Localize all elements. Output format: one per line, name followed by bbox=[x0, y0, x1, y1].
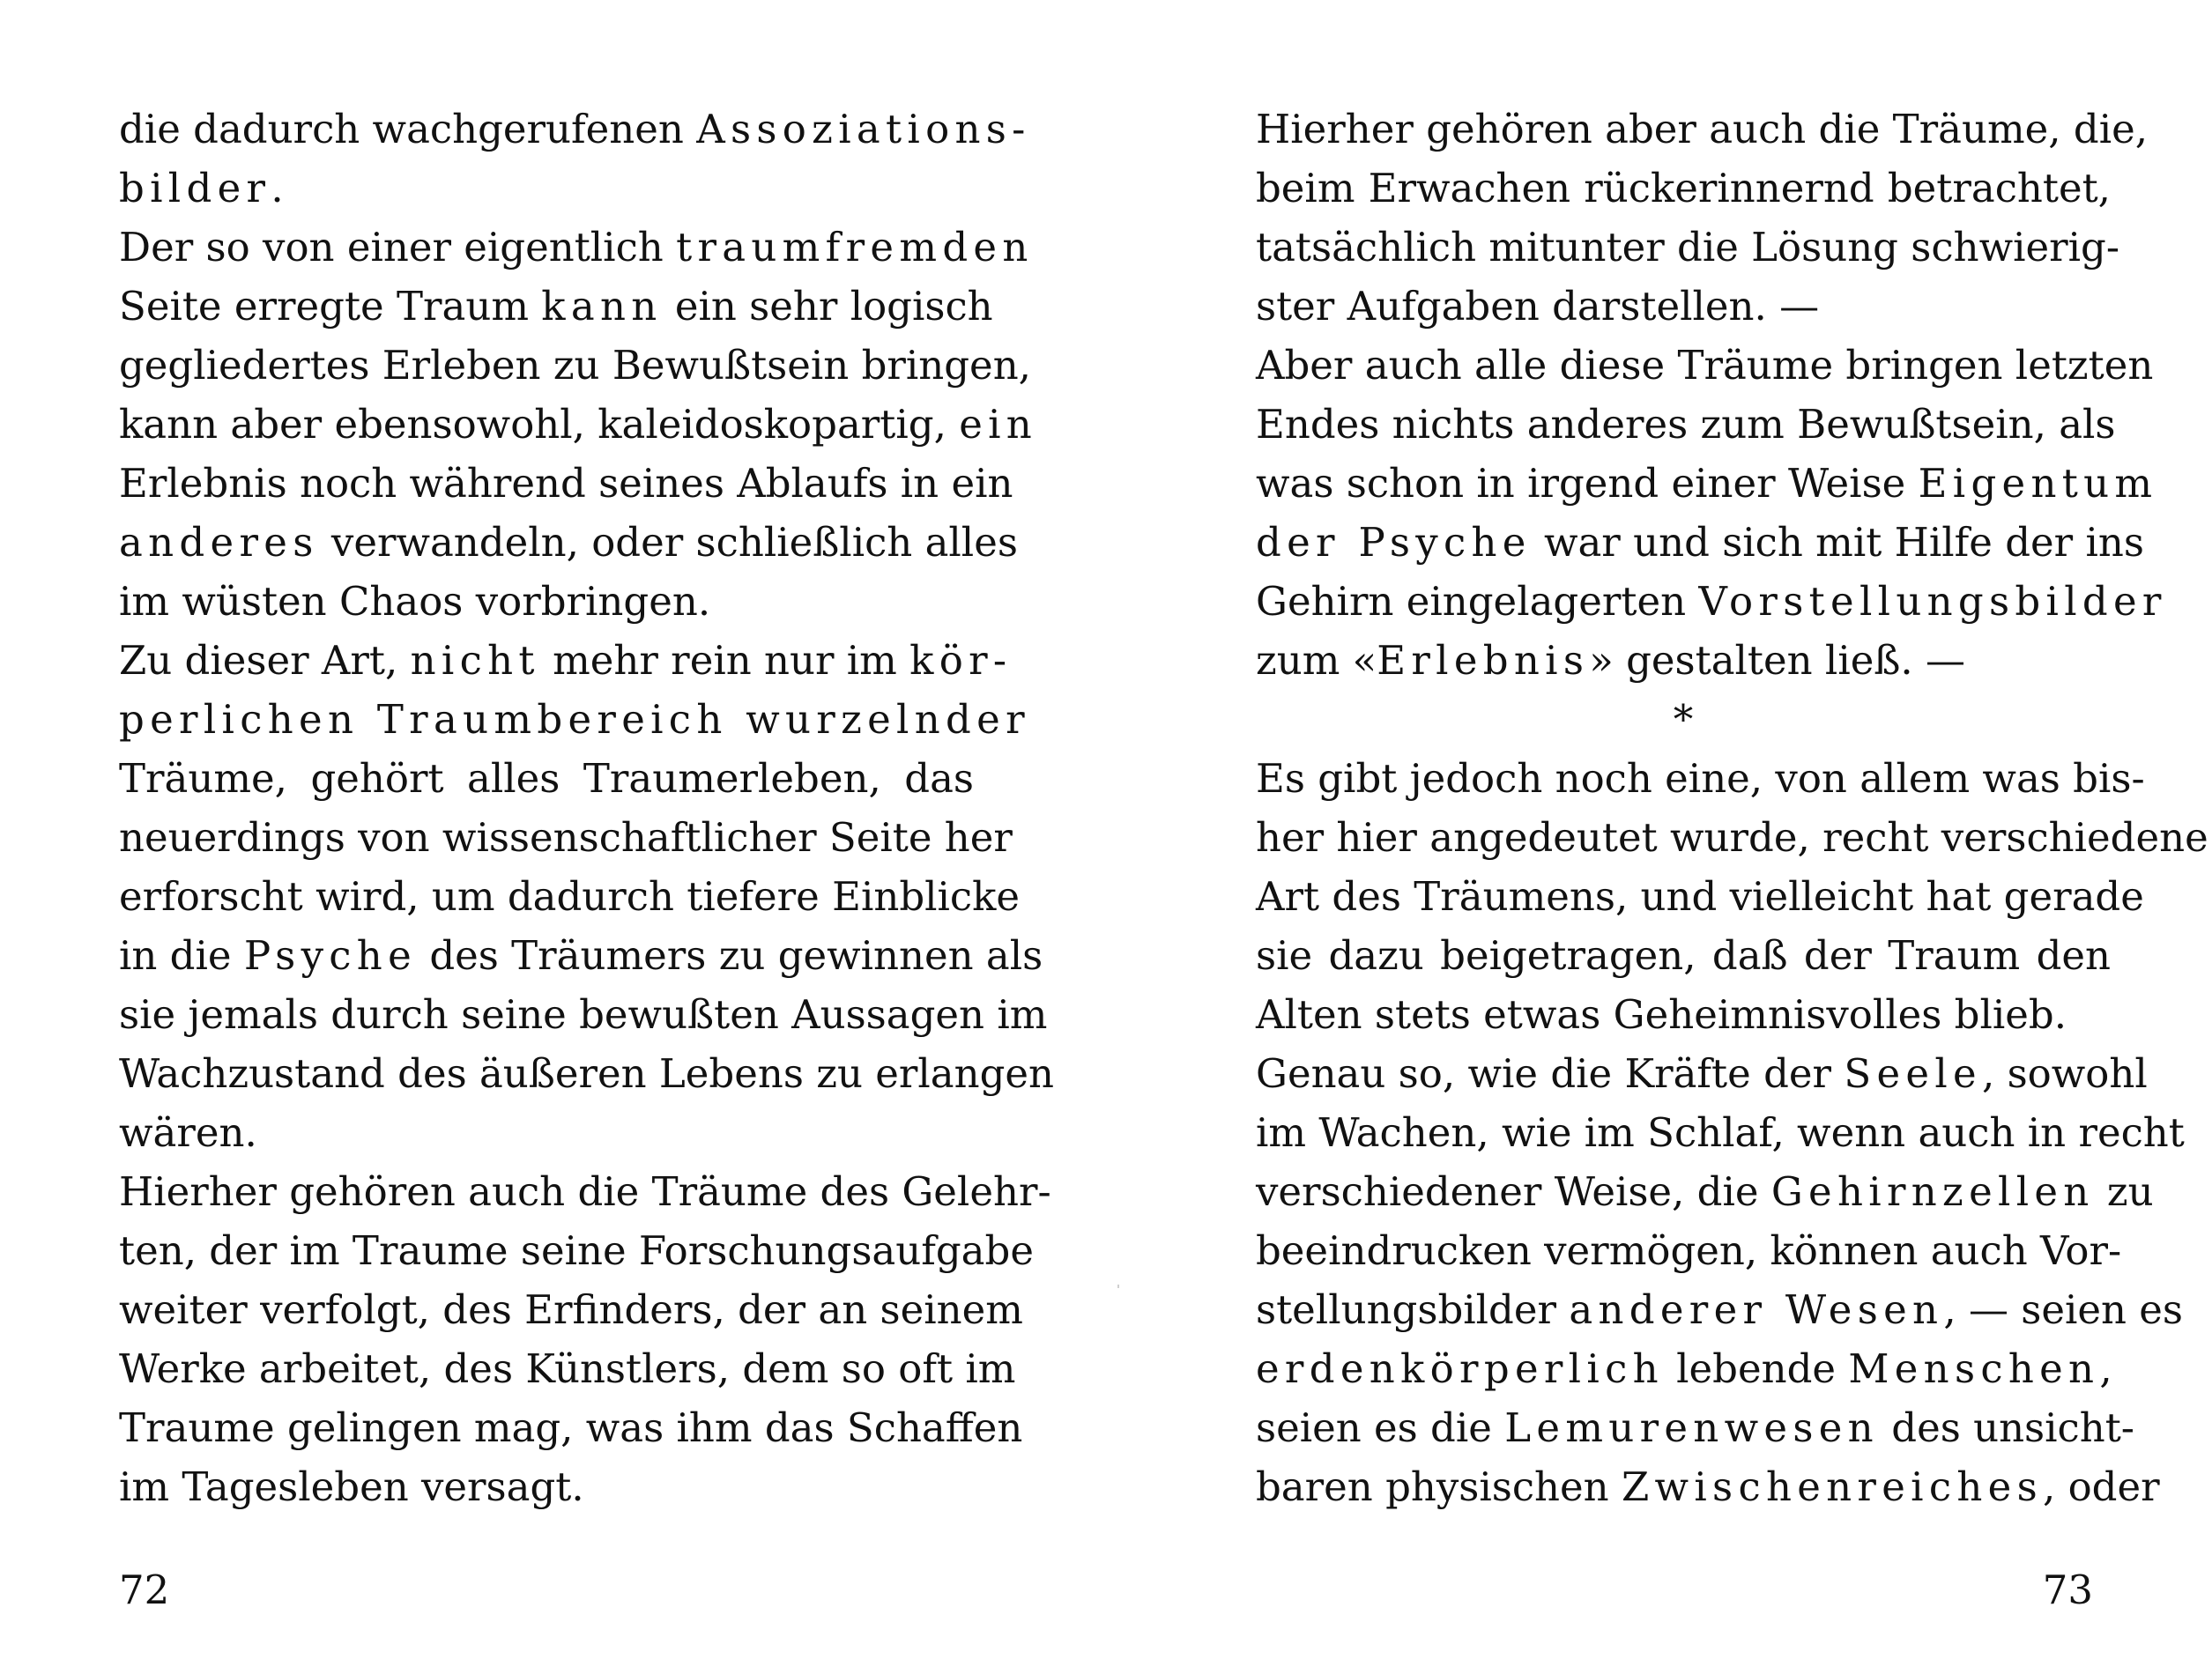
text-run: her hier angedeutet wurde, recht verschiedene bbox=[1256, 814, 2208, 861]
text-run: Hierher gehören aber auch die Träume, die, bbox=[1256, 106, 2149, 152]
text-line bbox=[1256, 1339, 2111, 1398]
text-run: was schon in irgend einer Weise bbox=[1256, 460, 1919, 507]
text-run: Traume gelingen mag, was ihm das Schaffen bbox=[119, 1404, 1023, 1451]
text-line bbox=[1256, 454, 2158, 513]
text-run: Erlebnis noch während seines Ablaufs in ein bbox=[119, 460, 1013, 507]
spaced-emphasis-text: Seele bbox=[1844, 1050, 1982, 1097]
text-run: Art des Träumens, und vielleicht hat gerade bbox=[1256, 873, 2144, 920]
text-line bbox=[1256, 926, 2111, 985]
text-run: im Wachen, wie im Schlaf, wenn auch in recht bbox=[1256, 1109, 2185, 1156]
text-line bbox=[1256, 336, 2154, 395]
text-run: , bbox=[2099, 1345, 2112, 1392]
text-line bbox=[119, 926, 1043, 985]
text-run: ein sehr logisch bbox=[662, 283, 993, 330]
text-line bbox=[119, 1044, 1054, 1103]
text-run: war und sich mit Hilfe der ins bbox=[1531, 519, 2144, 566]
text-run: Der so von einer eigentlich bbox=[119, 224, 677, 270]
text-line bbox=[1256, 749, 2145, 808]
spaced-emphasis-text: Gehirnzellen bbox=[1770, 1168, 2095, 1215]
text-line bbox=[119, 277, 993, 336]
spaced-emphasis-text: Erlebnis bbox=[1377, 637, 1590, 684]
spaced-emphasis-text: Assoziations- bbox=[696, 106, 1031, 152]
text-run: Träume, gehört alles Traumerleben, das bbox=[119, 755, 974, 802]
left-page-number: 72 bbox=[119, 1567, 170, 1613]
text-line bbox=[119, 808, 1013, 867]
text-run: » gestalten ließ. — bbox=[1589, 637, 1966, 684]
text-line bbox=[1256, 277, 2111, 336]
text-line bbox=[1256, 631, 2111, 690]
text-line bbox=[119, 1103, 974, 1162]
spaced-emphasis-text: anderes bbox=[119, 519, 319, 566]
text-line bbox=[1256, 867, 2144, 926]
text-line bbox=[1256, 572, 2167, 631]
text-line bbox=[1256, 218, 2120, 277]
text-run: verwandeln, oder schließlich alles bbox=[318, 519, 1018, 566]
text-run: , sowohl bbox=[1981, 1050, 2148, 1097]
text-run: seien es die bbox=[1256, 1404, 1505, 1451]
text-run: Alten stets etwas Geheimnisvolles blieb. bbox=[1256, 991, 2067, 1038]
spaced-emphasis-text: kann bbox=[541, 283, 663, 330]
text-run: ten, der im Traume seine Forschungsaufgabe bbox=[119, 1227, 1034, 1274]
spaced-emphasis-text: kör- bbox=[909, 637, 1013, 684]
text-run: Wachzustand des äußeren Lebens zu erlangen bbox=[119, 1050, 1054, 1097]
text-run: Genau so, wie die Kräfte der bbox=[1256, 1050, 1845, 1097]
text-run: im Tagesleben versagt. bbox=[119, 1463, 584, 1510]
text-run: neuerdings von wissenschaftlicher Seite her bbox=[119, 814, 1013, 861]
spaced-emphasis-text: ein bbox=[959, 401, 1038, 448]
text-line bbox=[1256, 395, 2116, 454]
section-separator-asterisk bbox=[1256, 690, 2111, 749]
text-run: beim Erwachen rückerinnernd betrachtet, bbox=[1256, 165, 2111, 211]
text-line bbox=[119, 159, 974, 218]
spaced-emphasis-text: Eigentum bbox=[1918, 460, 2158, 507]
text-line bbox=[119, 867, 1021, 926]
spaced-emphasis-text: traumfremden bbox=[676, 224, 1034, 270]
text-run: beeindrucken vermögen, können auch Vor- bbox=[1256, 1227, 2122, 1274]
spaced-emphasis-text: anderer Wesen bbox=[1569, 1286, 1944, 1333]
text-run: sie jemals durch seine bewußten Aussagen im bbox=[119, 991, 1048, 1038]
text-run: sie dazu beigetragen, daß der Traum den bbox=[1256, 932, 2111, 979]
text-line bbox=[119, 1221, 1034, 1280]
text-run: baren physischen bbox=[1256, 1463, 1622, 1510]
text-run: Hierher gehören auch die Träume des Gelehr- bbox=[119, 1168, 1051, 1215]
text-run: kann aber ebensowohl, kaleidoskopartig, bbox=[119, 401, 960, 448]
text-line bbox=[1256, 1103, 2185, 1162]
text-line bbox=[119, 749, 974, 808]
text-line bbox=[119, 690, 1030, 749]
text-line bbox=[119, 336, 1031, 395]
text-run: zum « bbox=[1256, 637, 1377, 684]
right-page-text bbox=[1256, 100, 2208, 1516]
text-line bbox=[1256, 1044, 2148, 1103]
text-run: * bbox=[1673, 696, 1694, 743]
text-run: erforscht wird, um dadurch tiefere Einblicke bbox=[119, 873, 1021, 920]
text-run: im wüsten Chaos vorbringen. bbox=[119, 578, 711, 625]
text-line bbox=[1256, 1221, 2122, 1280]
text-run: in die bbox=[119, 932, 244, 979]
text-line bbox=[119, 395, 1038, 454]
text-run: stellungsbilder bbox=[1256, 1286, 1570, 1333]
text-run: Seite erregte Traum bbox=[119, 283, 542, 330]
spaced-emphasis-text: bilder bbox=[119, 165, 271, 211]
text-run: , — seien es bbox=[1943, 1286, 2184, 1333]
text-line bbox=[1256, 1280, 2184, 1339]
text-run: tatsächlich mitunter die Lösung schwierig- bbox=[1256, 224, 2120, 270]
text-run: gegliedertes Erleben zu Bewußtsein bringen, bbox=[119, 342, 1031, 389]
spaced-emphasis-text: perlichen Traumbereich wurzelnder bbox=[119, 696, 1030, 743]
text-run: ster Aufgaben darstellen. — bbox=[1256, 283, 1820, 330]
right-page-number: 73 bbox=[2042, 1567, 2093, 1613]
text-line bbox=[119, 513, 1018, 572]
spaced-emphasis-text: Lemurenwesen bbox=[1504, 1404, 1879, 1451]
text-run: weiter verfolgt, des Erfinders, der an seinem bbox=[119, 1286, 1023, 1333]
spaced-emphasis-text: Psyche bbox=[243, 932, 418, 979]
text-line bbox=[1256, 159, 2111, 218]
right-page bbox=[1106, 0, 2212, 1674]
text-run: des unsicht- bbox=[1878, 1404, 2135, 1451]
text-run: mehr rein nur im bbox=[539, 637, 910, 684]
spaced-emphasis-text: erdenkörperlich bbox=[1256, 1345, 1664, 1392]
text-run: Gehirn eingelagerten bbox=[1256, 578, 1699, 625]
text-run: verschiedener Weise, die bbox=[1256, 1168, 1771, 1215]
text-run: Zu dieser Art, bbox=[119, 637, 411, 684]
spaced-emphasis-text: Zwischenreiches bbox=[1621, 1463, 2043, 1510]
text-run: Es gibt jedoch noch eine, von allem was bis- bbox=[1256, 755, 2145, 802]
text-line bbox=[1256, 513, 2144, 572]
text-line bbox=[119, 631, 1013, 690]
text-line bbox=[1256, 1398, 2135, 1457]
text-run: zu bbox=[2094, 1168, 2154, 1215]
text-run: wären. bbox=[119, 1109, 257, 1156]
text-run: . bbox=[271, 165, 284, 211]
text-line bbox=[119, 100, 1031, 159]
text-line bbox=[1256, 1162, 2154, 1221]
text-run: , oder bbox=[2042, 1463, 2160, 1510]
spaced-emphasis-text: Vorstellungsbilder bbox=[1698, 578, 2167, 625]
text-run: Endes nichts anderes zum Bewußtsein, als bbox=[1256, 401, 2116, 448]
spaced-emphasis-text: Menschen bbox=[1848, 1345, 2100, 1392]
text-line bbox=[1256, 985, 2111, 1044]
text-line bbox=[119, 1280, 1023, 1339]
text-line bbox=[119, 218, 1034, 277]
text-run: Aber auch alle diese Träume bringen letzten bbox=[1256, 342, 2154, 389]
spaced-emphasis-text: der Psyche bbox=[1256, 519, 1532, 566]
text-line bbox=[119, 1162, 1051, 1221]
text-line bbox=[119, 985, 1048, 1044]
text-line bbox=[119, 1398, 1023, 1457]
text-line bbox=[119, 454, 1013, 513]
text-run: Werke arbeitet, des Künstlers, dem so oft im bbox=[119, 1345, 1016, 1392]
spaced-emphasis-text: nicht bbox=[410, 637, 540, 684]
text-run: lebende bbox=[1663, 1345, 1849, 1392]
text-run: die dadurch wachgerufenen bbox=[119, 106, 697, 152]
text-line bbox=[119, 1457, 974, 1516]
text-run: des Träumers zu gewinnen als bbox=[417, 932, 1043, 979]
text-line bbox=[119, 1339, 1016, 1398]
text-line bbox=[1256, 808, 2208, 867]
text-line bbox=[1256, 1457, 2160, 1516]
text-line bbox=[1256, 100, 2149, 159]
text-line bbox=[119, 572, 974, 631]
left-page-text bbox=[119, 100, 1054, 1516]
